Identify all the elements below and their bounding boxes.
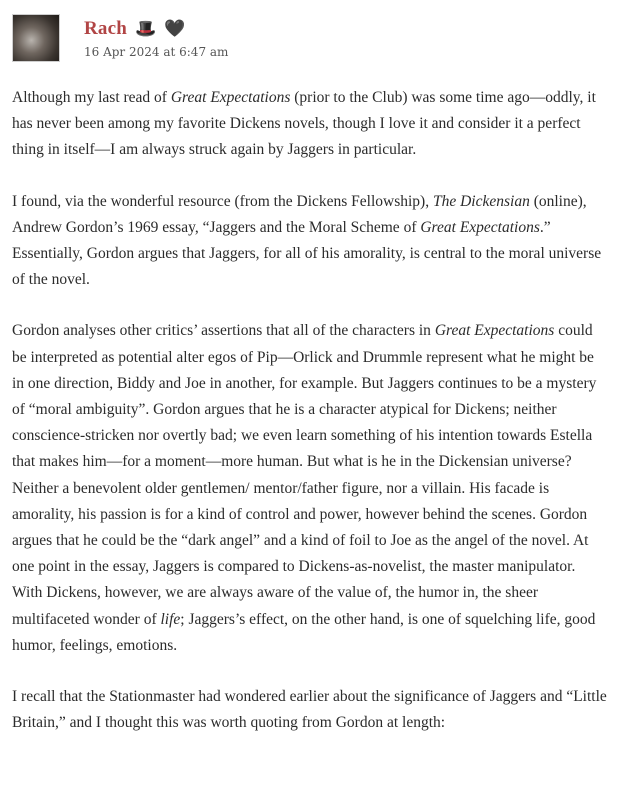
paragraph-2: I found, via the wonderful resource (from the Dickens Fellowship), The Dickensian (online), Andrew Gordon’s 1969 essay, “Jaggers and the Moral Scheme of Great Expectations.” Essentially, Gordon argues that Jaggers, for all of his amorality, is central to the moral universe of the novel. (12, 192, 602, 289)
top-hat-icon: 🎩 (135, 18, 157, 39)
paragraph-4: I recall that the Stationmaster had wondered earlier about the significance of Jaggers and “Little Britain,” and I thought this was worth quoting from Gordon at length: (12, 688, 607, 732)
avatar[interactable] (12, 14, 60, 62)
comment-header (12, 14, 613, 62)
paragraph-3: Gordon analyses other critics’ assertions that all of the characters in Great Expectations could be interpreted as potential alter egos of Pip—Orlick and Drummle represent what he might be in one direction, Biddy and Joe in another, for example. But Jaggers continues to be a mystery of “moral ambiguity”. Gordon argues that he is a character atypical for Dickens; neither conscience-stricken nor overtly bad; we even learn something of his intention towards Estella that makes him—for a moment—more human. But what is he in the Dickensian universe? Neither a benevolent older gentlemen/ mentor/father figure, nor a villain. His facade is amorality, his passion is for a kind of control and power, however behind the scenes. Gordon argues that he could be the “dark angel” and a kind of foil to Joe as the angel of the novel. At one point in the essay, Jaggers is compared to Dickens-as-novelist, the master manipulator. With Dickens, however, we are always aware of the value of, the humor in, the sheer multifaceted wonder of life; Jaggers’s effect, on the other hand, is one of squelching life, good humor, feelings, emotions. (12, 322, 597, 654)
paragraph-1: Although my last read of Great Expectations (prior to the Club) was some time ago—oddly, it has never been among my favorite Dickens novels, though I love it and consider it a perfect thing in itself—I am always struck again by Jaggers in particular. (12, 89, 596, 159)
comment-timestamp[interactable]: 16 Apr 2024 at 6:47 am (84, 45, 229, 59)
author-name[interactable]: Rach (84, 18, 128, 39)
comment-meta (84, 14, 228, 59)
comment-body (12, 85, 613, 736)
black-heart-icon: 🖤 (164, 18, 186, 39)
author-line (84, 18, 228, 40)
